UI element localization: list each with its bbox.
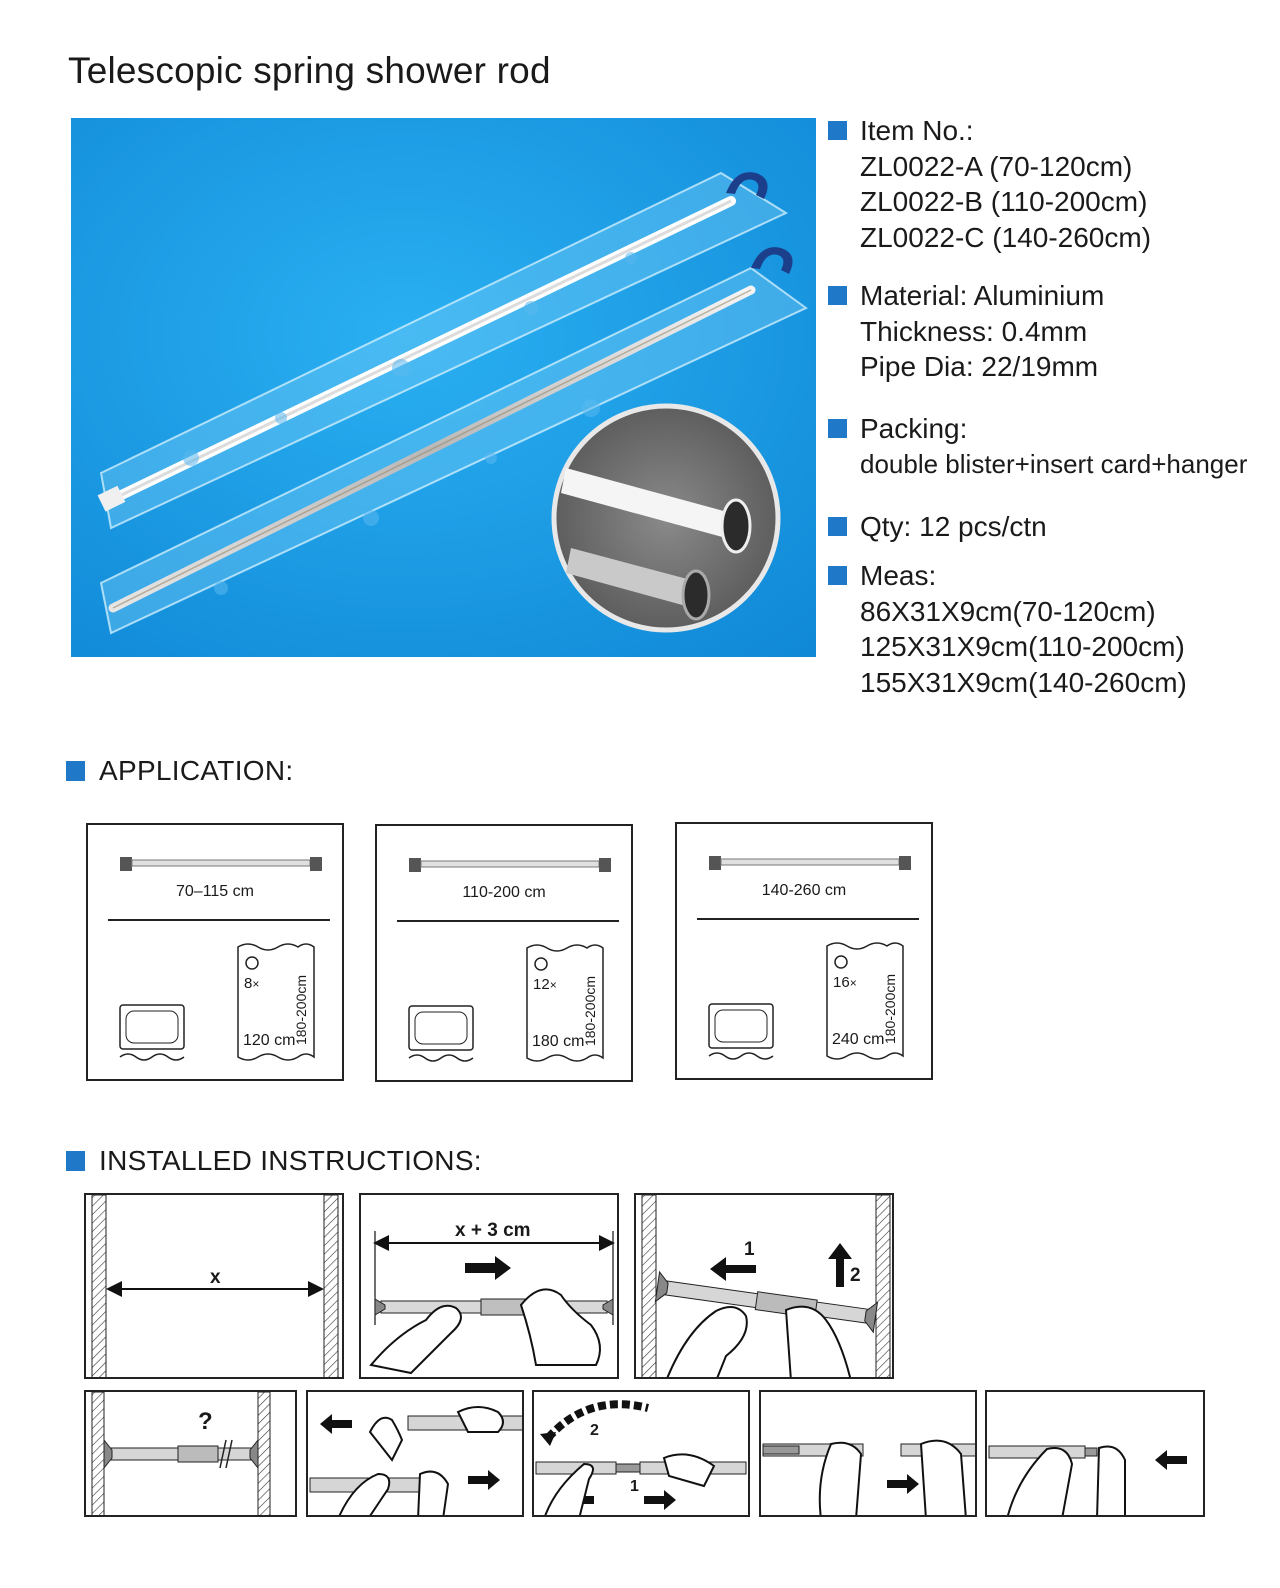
rotate-arrow-icon [540, 1432, 556, 1446]
check-question-label: ? [198, 1408, 213, 1435]
times-icon: × [849, 976, 857, 990]
ring-count-value: 12 [533, 976, 550, 993]
item-no-label: Item No.: [860, 115, 974, 146]
bullet-square-icon [828, 419, 847, 438]
instructions-heading [66, 1145, 482, 1177]
rod-range-label: 110-200 cm [462, 884, 546, 901]
detail-closeup [554, 406, 778, 630]
application-box [675, 822, 933, 1080]
bullet-square-icon [828, 517, 847, 536]
arrow-left-icon [1155, 1450, 1187, 1470]
fit-step-1-label: 1 [744, 1239, 755, 1260]
spec-packing [828, 411, 1268, 482]
product-photo [71, 118, 816, 657]
curtain-height-value: 180-200cm [582, 975, 598, 1047]
fit-step-2-label: 2 [850, 1265, 861, 1286]
instructions-heading-text: INSTALLED INSTRUCTIONS: [99, 1145, 482, 1176]
hand-icon [370, 1418, 402, 1460]
bullet-square-icon [828, 286, 847, 305]
times-icon: × [549, 978, 557, 992]
meas-a: 86X31X9cm(70-120cm) [860, 595, 1156, 627]
spec-meas [828, 558, 1268, 700]
item-no-a: ZL0022-A (70-120cm) [860, 150, 1133, 182]
rod-range-label: 140-260 cm [761, 882, 847, 899]
instruction-step-fit [634, 1193, 894, 1379]
rotate-step-1-label: 1 [630, 1478, 639, 1495]
instruction-step-measure [84, 1193, 344, 1379]
instruction-step-check [84, 1390, 297, 1517]
hand-icon [921, 1441, 966, 1517]
arrow-right-icon [887, 1474, 919, 1494]
curtain-width-label: 120 cm [243, 1032, 296, 1049]
page-title: Telescopic spring shower rod [68, 50, 551, 91]
item-no-c: ZL0022-C (140-260cm) [860, 221, 1152, 253]
item-no-b: ZL0022-B (110-200cm) [860, 186, 1148, 217]
measure-x-label: x [210, 1267, 221, 1288]
meas-label: Meas: [860, 560, 937, 591]
pipe-dia-value: Pipe Dia: 22/19mm [860, 351, 1099, 382]
rotate-step-2-label: 2 [590, 1422, 599, 1439]
curtain-width-label: 240 cm [832, 1031, 885, 1048]
ring-count-value: 16 [833, 974, 850, 991]
curtain-width-label: 180 cm [532, 1033, 585, 1050]
arrow-right-icon [644, 1490, 676, 1510]
ring-count-label [244, 975, 259, 992]
arrow-left-icon [320, 1414, 352, 1434]
hand-icon [418, 1472, 448, 1517]
instruction-step-adjust [759, 1390, 977, 1517]
qty-value: Qty: 12 pcs/ctn [860, 511, 1047, 542]
arrow-up-icon [828, 1243, 852, 1287]
spec-item-no [828, 113, 1268, 255]
ring-count-label [833, 974, 857, 991]
instruction-step-rotate [532, 1390, 750, 1517]
application-box [86, 823, 344, 1081]
curtain-height-value: 180-200cm [293, 974, 309, 1046]
packing-label: Packing: [860, 413, 968, 444]
application-box [375, 824, 633, 1082]
hand-icon [1097, 1447, 1125, 1518]
arrow-right-icon [468, 1470, 500, 1490]
bullet-square-icon [828, 566, 847, 585]
material-value: Material: Aluminium [860, 280, 1105, 311]
meas-c: 155X31X9cm(140-260cm) [860, 666, 1187, 698]
spec-qty [828, 509, 1268, 545]
thickness-value: Thickness: 0.4mm [860, 315, 1088, 347]
times-icon: × [252, 977, 260, 991]
hand-left-icon [371, 1306, 461, 1373]
application-heading [66, 755, 293, 787]
ring-count-label [533, 976, 557, 993]
bullet-square-icon [66, 1151, 85, 1171]
ring-count-value: 8 [244, 975, 253, 992]
hand-icon [664, 1454, 714, 1486]
hand-left-icon [666, 1307, 747, 1379]
instruction-step-extend [359, 1193, 619, 1379]
application-heading-text: APPLICATION: [99, 755, 294, 786]
instruction-step-lock [985, 1390, 1205, 1517]
packing-value: double blister+insert card+hanger [860, 448, 1248, 479]
bullet-square-icon [66, 761, 85, 781]
bullet-square-icon [828, 121, 847, 140]
meas-b: 125X31X9cm(110-200cm) [860, 631, 1185, 662]
curtain-height-value: 180-200cm [882, 973, 898, 1045]
extend-label: x + 3 cm [455, 1220, 531, 1241]
rod-range-label: 70–115 cm [176, 883, 254, 900]
instruction-step-separate [306, 1390, 524, 1517]
arrow-right-icon [465, 1256, 511, 1280]
spec-material [828, 278, 1268, 385]
